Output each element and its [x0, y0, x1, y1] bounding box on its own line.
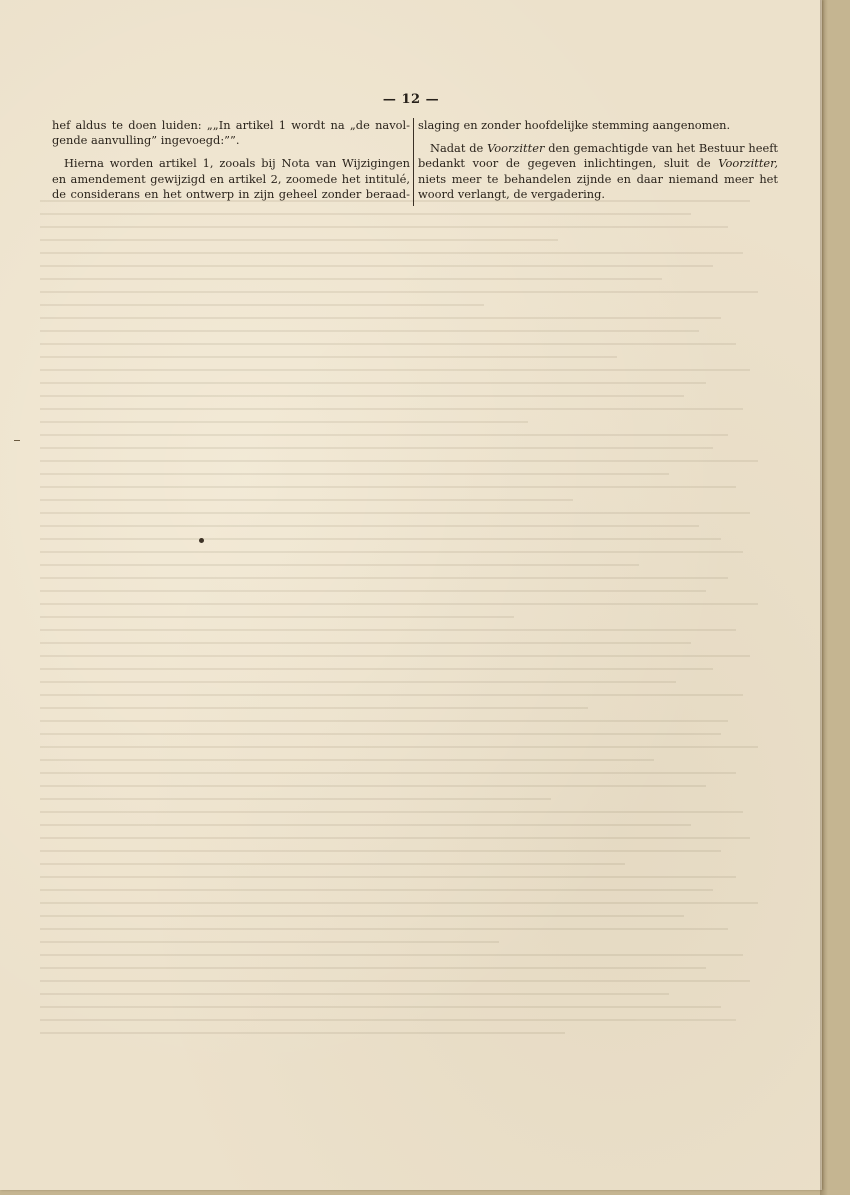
italic-name: Voorzitter [487, 141, 545, 156]
paragraph [52, 156, 410, 202]
text-line: en amendement gewijzigd en artikel 2, zoomede het intitulé, [52, 171, 410, 186]
text-line: gende aanvulling” ingevoegd:””. [52, 133, 240, 148]
paragraph [418, 141, 778, 202]
text-run: den gemachtigde van het Bestuur heeft [544, 141, 778, 156]
italic-name: Voorzitter, [718, 156, 778, 171]
bleed-through-texture [40, 200, 780, 1080]
text-line: slaging en zonder hoofdelijke stemming aangenomen. [418, 118, 731, 132]
text-line [418, 156, 778, 171]
text-line: Hierna worden artikel 1, zooals bij Nota van Wijzigingen [64, 156, 410, 171]
margin-mark [14, 440, 20, 441]
text-line: hef aldus te doen luiden: „„In artikel 1 wordt na „de navol- [52, 118, 410, 132]
left-column [52, 118, 410, 202]
text-line [418, 141, 778, 156]
ink-spot [199, 538, 204, 543]
paragraph [52, 118, 410, 148]
column-divider [413, 118, 414, 206]
sheet-edge-shadow [820, 0, 828, 1195]
text-line: niets meer te behandelen zijnde en daar niemand meer het [418, 171, 778, 186]
text-run: bedankt voor de gegeven inlichtingen, sluit de [418, 156, 719, 171]
right-column [418, 118, 778, 202]
paragraph [418, 118, 778, 133]
page-number: — 12 — [382, 92, 440, 107]
text-run: Nadat de [430, 141, 488, 156]
text-line: de considerans en het ontwerp in zijn geheel zonder beraad- [52, 186, 410, 201]
text-line: woord verlangt, de vergadering. [418, 186, 606, 201]
